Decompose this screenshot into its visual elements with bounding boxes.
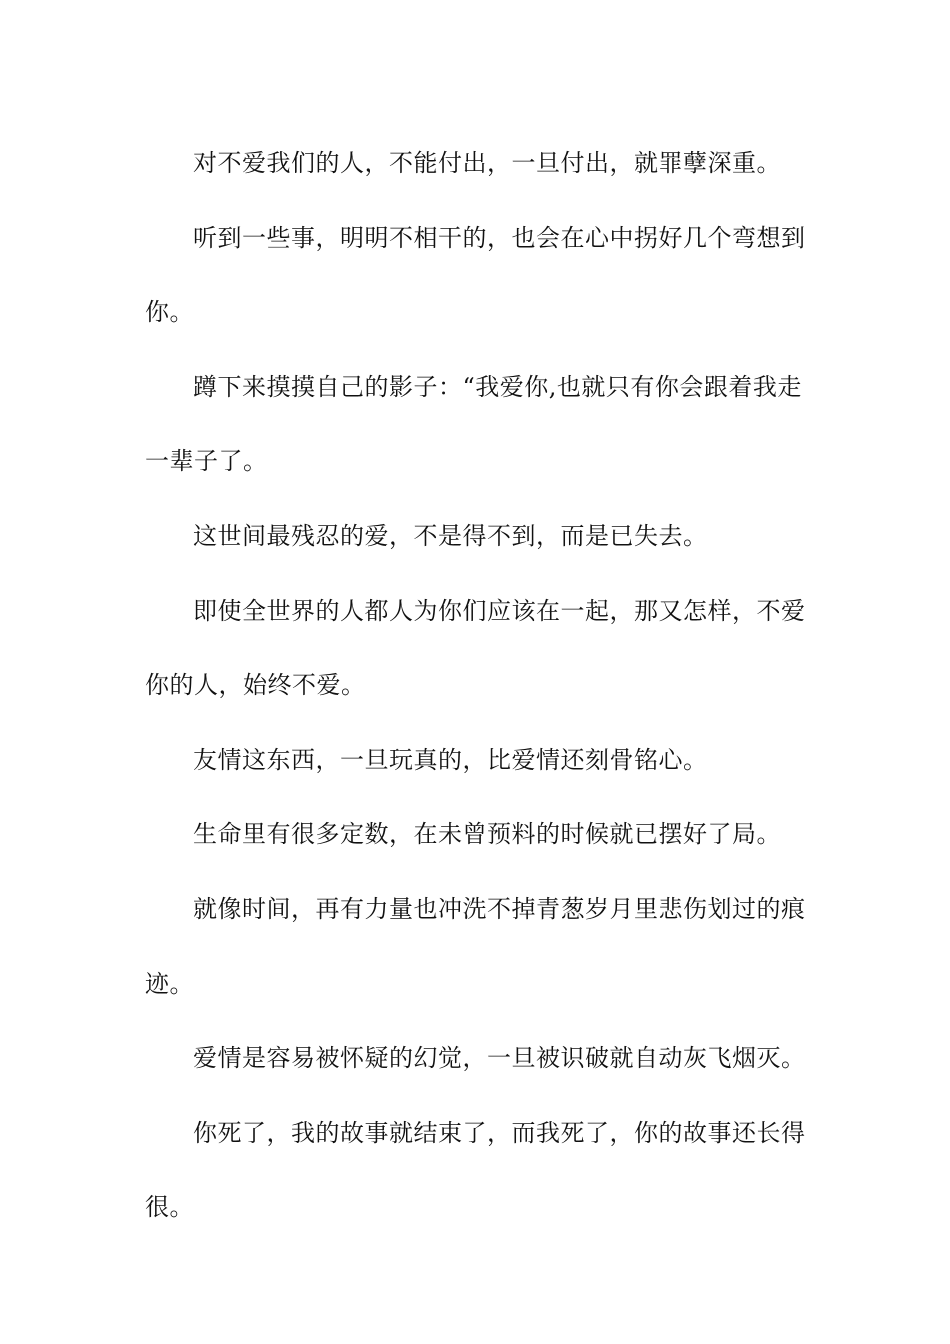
paragraph: 你死了，我的故事就结束了，而我死了，你的故事还长得很。 bbox=[145, 1118, 806, 1222]
paragraph: 对不爱我们的人，不能付出，一旦付出，就罪孽深重。 bbox=[193, 149, 781, 177]
paragraph: 友情这东西，一旦玩真的，比爱情还刻骨铭心。 bbox=[193, 745, 708, 774]
document-body bbox=[145, 126, 810, 1245]
paragraph: 即使全世界的人都人为你们应该在一起，那又怎样，不爱你的人，始终不爱。 bbox=[145, 596, 806, 700]
paragraph: 爱情是容易被怀疑的幻觉，一旦被识破就自动灰飞烟灭。 bbox=[193, 1044, 806, 1073]
paragraph: 蹲下来摸摸自己的影子：“我爱你,也就只有你会跟着我走一辈子了。 bbox=[145, 372, 802, 476]
paragraph: 听到一些事，明明不相干的，也会在心中拐好几个弯想到你。 bbox=[145, 223, 806, 327]
paragraph: 这世间最残忍的爱，不是得不到，而是已失去。 bbox=[193, 521, 708, 550]
paragraph: 生命里有很多定数，在未曾预料的时候就已摆好了局。 bbox=[193, 820, 781, 849]
paragraph: 就像时间，再有力量也冲洗不掉青葱岁月里悲伤划过的痕迹。 bbox=[145, 894, 806, 998]
